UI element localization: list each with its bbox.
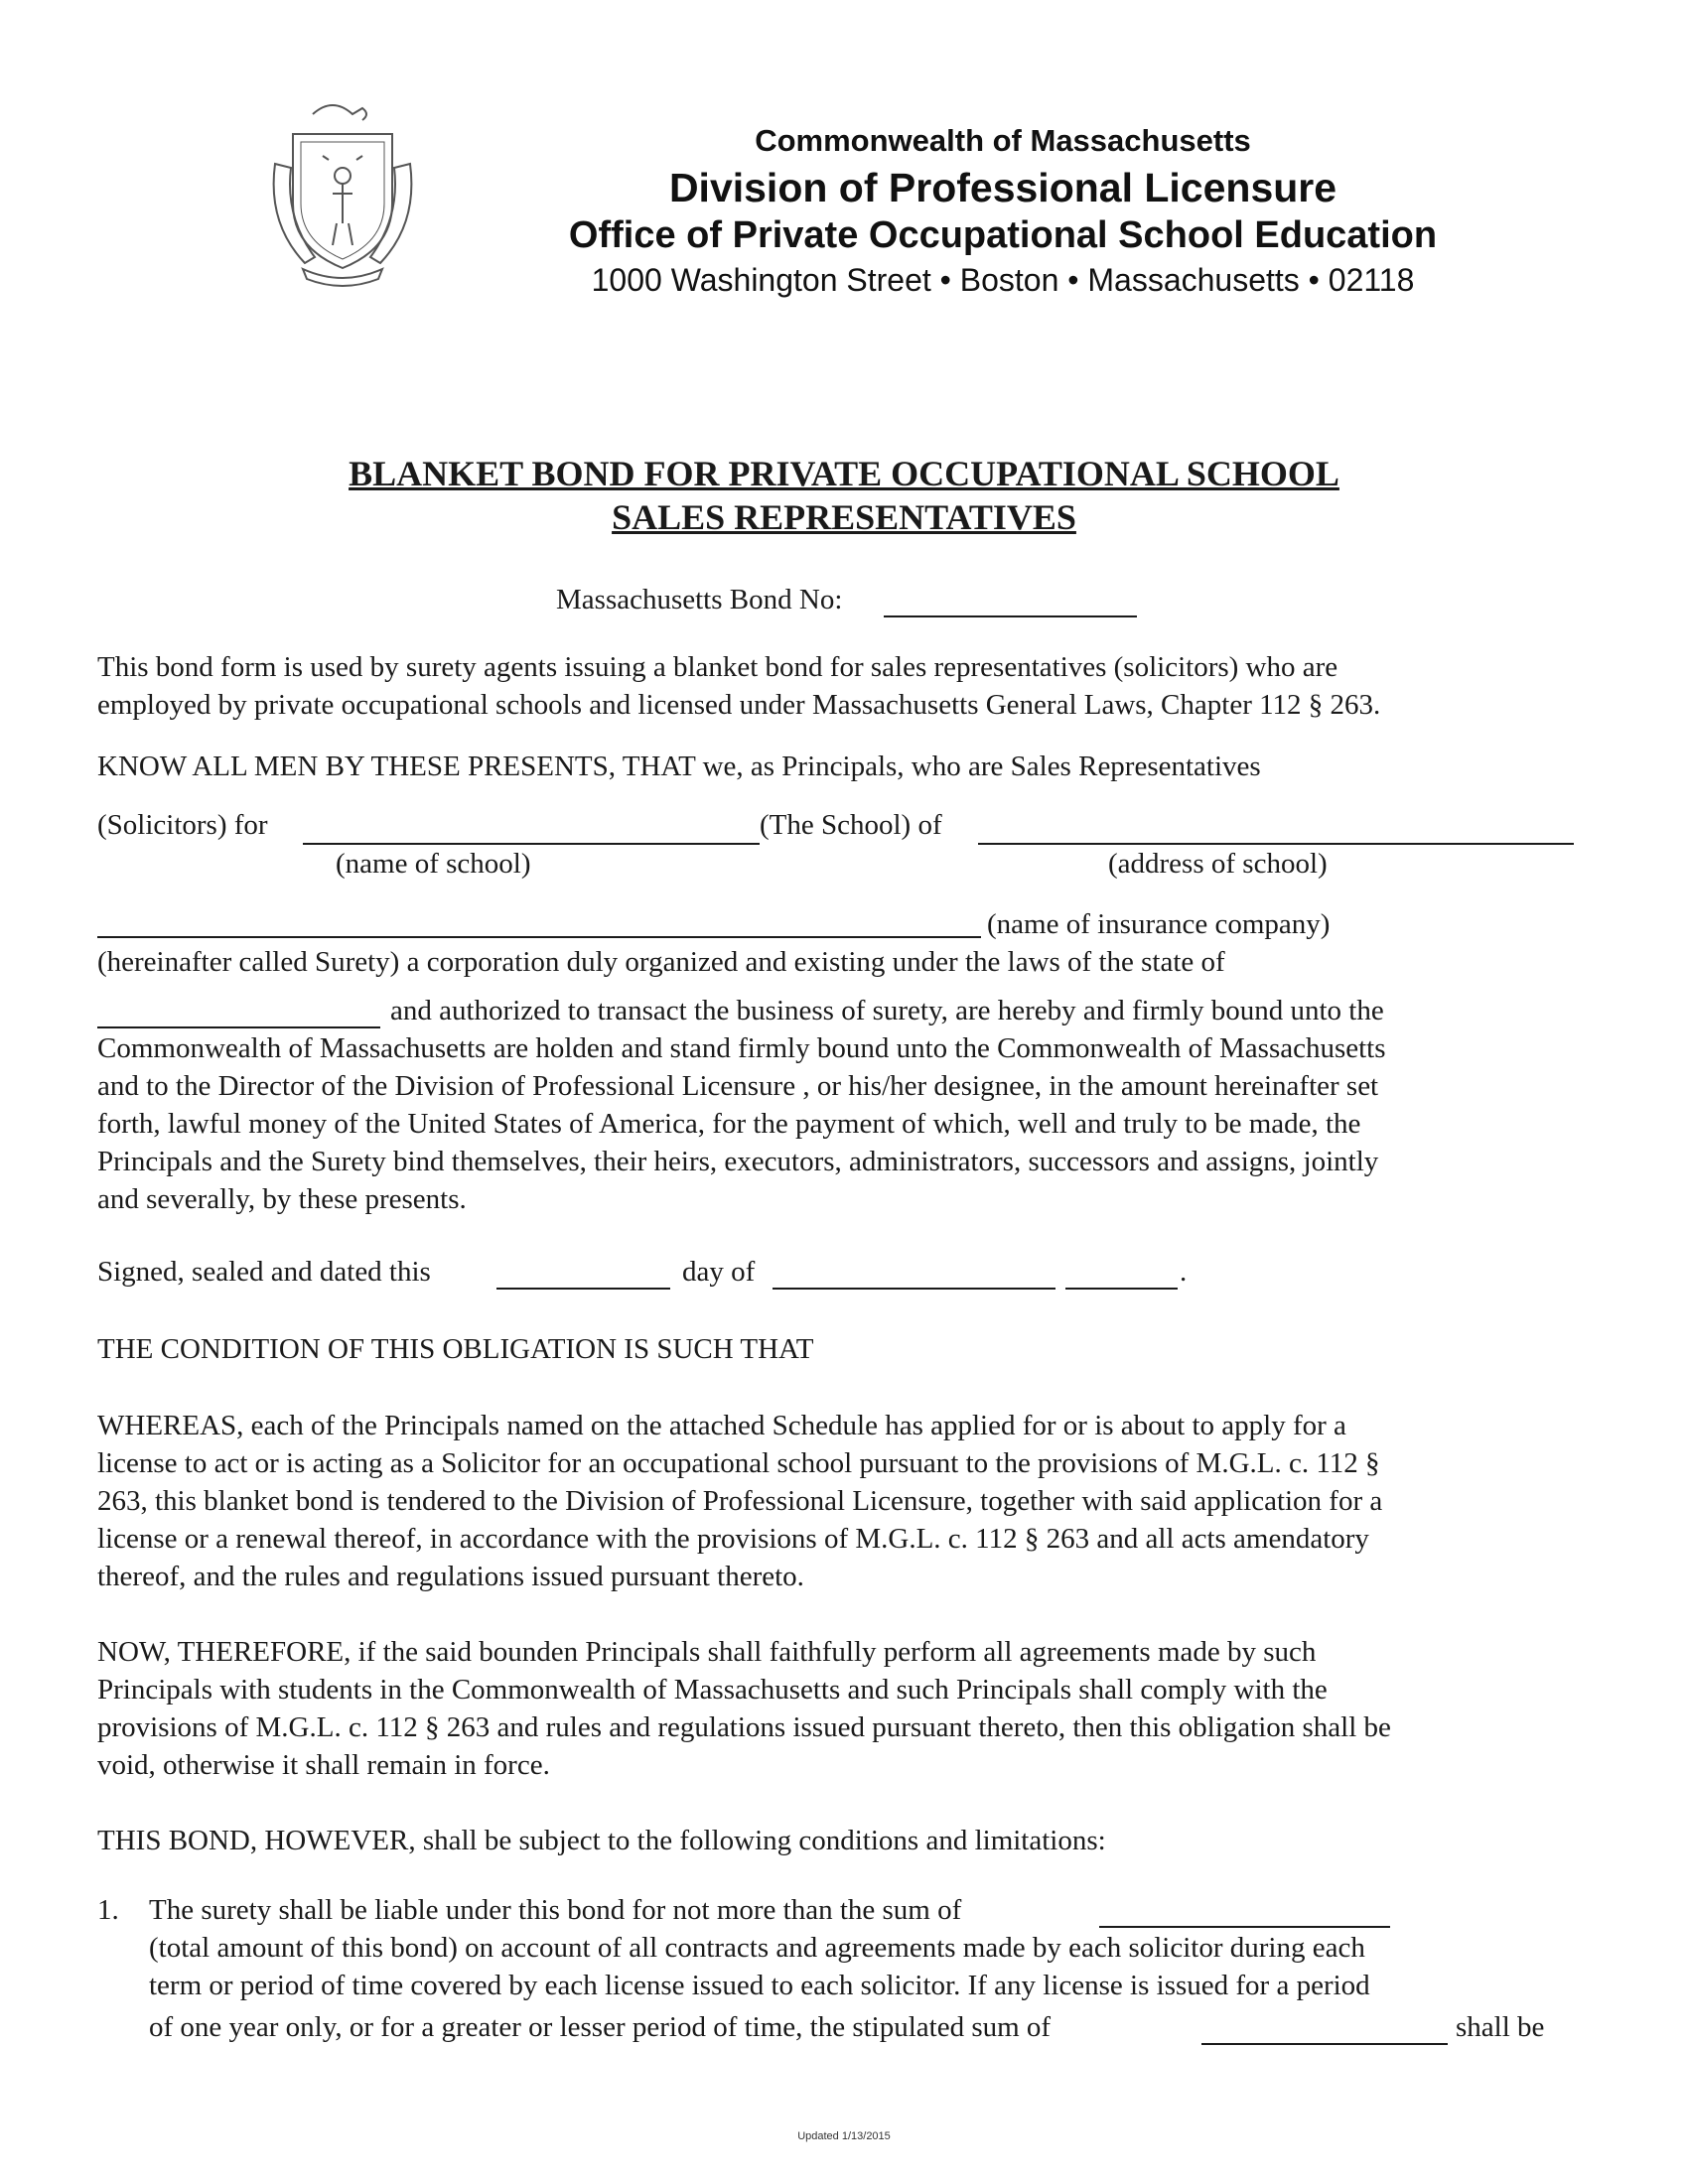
bond-line-2: and to the Director of the Division of Professional Licensure , or his/her designee, in the amount hereinafter set (97, 1070, 1379, 1102)
now-therefore-line-3: provisions of M.G.L. c. 112 § 263 and rules and regulations issued pursuant thereto, then this obligation shall be (97, 1711, 1391, 1743)
insurance-company-field[interactable] (97, 936, 981, 938)
form-title-line2: SALES REPRESENTATIVES (612, 497, 1076, 537)
total-bond-amount-field[interactable] (1099, 1926, 1390, 1928)
bond-number-field[interactable] (884, 615, 1137, 617)
the-school-label: (The School) of (760, 809, 942, 841)
whereas-line-2: license to act or is acting as a Solicitor for an occupational school pursuant to the provisions of M.G.L. c. 112 § (97, 1447, 1380, 1479)
header-office: Office of Private Occupational School Education (568, 214, 1438, 256)
authorized-line: and authorized to transact the business of surety, are hereby and firmly bound unto the (390, 995, 1384, 1026)
address-of-school-caption: (address of school) (1108, 848, 1328, 880)
item-1-number: 1. (97, 1894, 119, 1926)
school-name-field[interactable] (303, 843, 760, 845)
bond-line-3: forth, lawful money of the United States of America, for the payment of which, well and truly to be made, the (97, 1108, 1361, 1140)
bond-line-1: Commonwealth of Massachusetts are holden and stand firmly bound unto the Commonwealth of Massachusetts (97, 1032, 1386, 1064)
school-address-field[interactable] (978, 843, 1574, 845)
now-therefore-line-4: void, otherwise it shall remain in force. (97, 1749, 550, 1781)
intro-line-1: This bond form is used by surety agents issuing a blanket bond for sales representatives (solicitors) who are (97, 651, 1338, 683)
signed-period: . (1180, 1256, 1188, 1288)
signed-label: Signed, sealed and dated this (97, 1256, 431, 1288)
surety-state-field[interactable] (97, 1026, 380, 1028)
solicitors-for-label: (Solicitors) for (97, 809, 268, 841)
whereas-line-3: 263, this blanket bond is tendered to the Division of Professional Licensure, together with said application for a (97, 1485, 1383, 1517)
signed-month-field[interactable] (773, 1288, 1055, 1290)
intro-line-2: employed by private occupational schools and licensed under Massachusetts General Laws, Chapter 112 § 263. (97, 689, 1381, 721)
whereas-line-5: thereof, and the rules and regulations issued pursuant thereto. (97, 1561, 804, 1592)
whereas-line-4: license or a renewal thereof, in accordance with the provisions of M.G.L. c. 112 § 263 and all acts amendatory (97, 1523, 1369, 1555)
bond-line-5: and severally, by these presents. (97, 1183, 467, 1215)
day-of-label: day of (682, 1256, 756, 1288)
massachusetts-seal-icon (253, 94, 432, 293)
however-line: THIS BOND, HOWEVER, shall be subject to the following conditions and limitations: (97, 1825, 1106, 1856)
now-therefore-line-1: NOW, THEREFORE, if the said bounden Principals shall faithfully perform all agreements made by such (97, 1636, 1317, 1668)
bond-number-label: Massachusetts Bond No: (556, 584, 843, 615)
item-1-line-3: term or period of time covered by each license issued to each solicitor. If any license is issued for a period (149, 1970, 1370, 2001)
item-1-line-4b: shall be (1456, 2011, 1545, 2043)
name-of-school-caption: (name of school) (336, 848, 531, 880)
insurance-company-caption: (name of insurance company) (987, 908, 1331, 940)
form-title-line1: BLANKET BOND FOR PRIVATE OCCUPATIONAL SCHOOL (349, 454, 1339, 493)
header-commonwealth: Commonwealth of Massachusetts (755, 123, 1251, 158)
item-1-line-1: The surety shall be liable under this bond for not more than the sum of (149, 1894, 962, 1926)
header-address: 1000 Washington Street • Boston • Massachusetts • 02118 (591, 262, 1415, 298)
signed-day-field[interactable] (496, 1288, 670, 1290)
bond-line-4: Principals and the Surety bind themselves, their heirs, executors, administrators, successors and assigns, jointly (97, 1146, 1379, 1177)
hereinafter-line: (hereinafter called Surety) a corporation duly organized and existing under the laws of the state of (97, 946, 1225, 978)
whereas-line-1: WHEREAS, each of the Principals named on the attached Schedule has applied for or is about to apply for a (97, 1410, 1346, 1441)
header-division: Division of Professional Licensure (668, 165, 1337, 210)
signed-year-field[interactable] (1065, 1288, 1178, 1290)
stipulated-sum-field[interactable] (1201, 2043, 1448, 2045)
item-1-line-4a: of one year only, or for a greater or lesser period of time, the stipulated sum of (149, 2011, 1052, 2043)
condition-heading: THE CONDITION OF THIS OBLIGATION IS SUCH THAT (97, 1333, 814, 1365)
updated-footer: Updated 1/13/2015 (797, 2130, 891, 2142)
know-line-1: KNOW ALL MEN BY THESE PRESENTS, THAT we, as Principals, who are Sales Representatives (97, 751, 1261, 782)
now-therefore-line-2: Principals with students in the Commonwealth of Massachusetts and such Principals shall comply with the (97, 1674, 1328, 1706)
item-1-line-2: (total amount of this bond) on account of all contracts and agreements made by each solicitor during each (149, 1932, 1365, 1964)
